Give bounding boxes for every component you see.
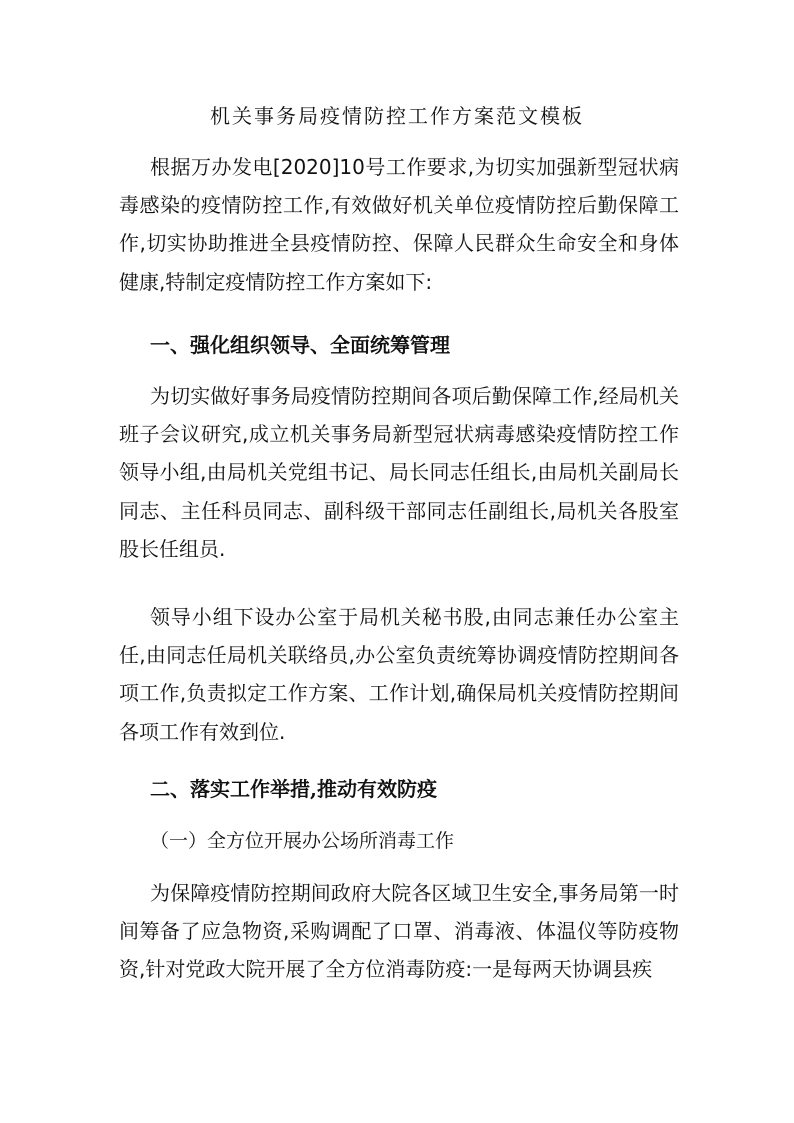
section-1-heading: 一、强化组织领导、全面统筹管理	[150, 333, 450, 357]
intro-paragraph: 根据万办发电[2020]10号工作要求,为切实加强新型冠状病毒感染的疫情防控工作,有效做好机关单位疫情防控后勤保障工作,切实协助推进全县疫情防控、保障人民群众生命安全和身体健康,特制定疫情防控工作方案如下:	[119, 155, 679, 294]
section-2-subheading-1: （一）全方位开展办公场所消毒工作	[150, 830, 455, 852]
section-1-paragraph-1: 为切实做好事务局疫情防控期间各项后勤保障工作,经局机关班子会议研究,成立机关事务局新型冠状病毒感染疫情防控工作领导小组,由局机关党组书记、局长同志任组长,由局机关副局长同志、主任科员同志、副科级干部同志任副组长,局机关各股室股长任组员.	[119, 384, 679, 561]
section-2-paragraph-1: 为保障疫情防控期间政府大院各区域卫生安全,事务局第一时间筹备了应急物资,采购调配了口罩、消毒液、体温仪等防疫物资,针对党政大院开展了全方位消毒防疫:一是每两天协调县疾	[119, 881, 679, 982]
section-1-paragraph-2: 领导小组下设办公室于局机关秘书股,由同志兼任办公室主任,由同志任局机关联络员,办公室负责统筹协调疫情防控期间各项工作,负责拟定工作方案、工作计划,确保局机关疫情防控期间各项工作有效到位.	[119, 605, 679, 744]
document-title: 机关事务局疫情防控工作方案范文模板	[210, 104, 584, 128]
section-2-heading: 二、落实工作举措,推动有效防疫	[150, 777, 437, 801]
